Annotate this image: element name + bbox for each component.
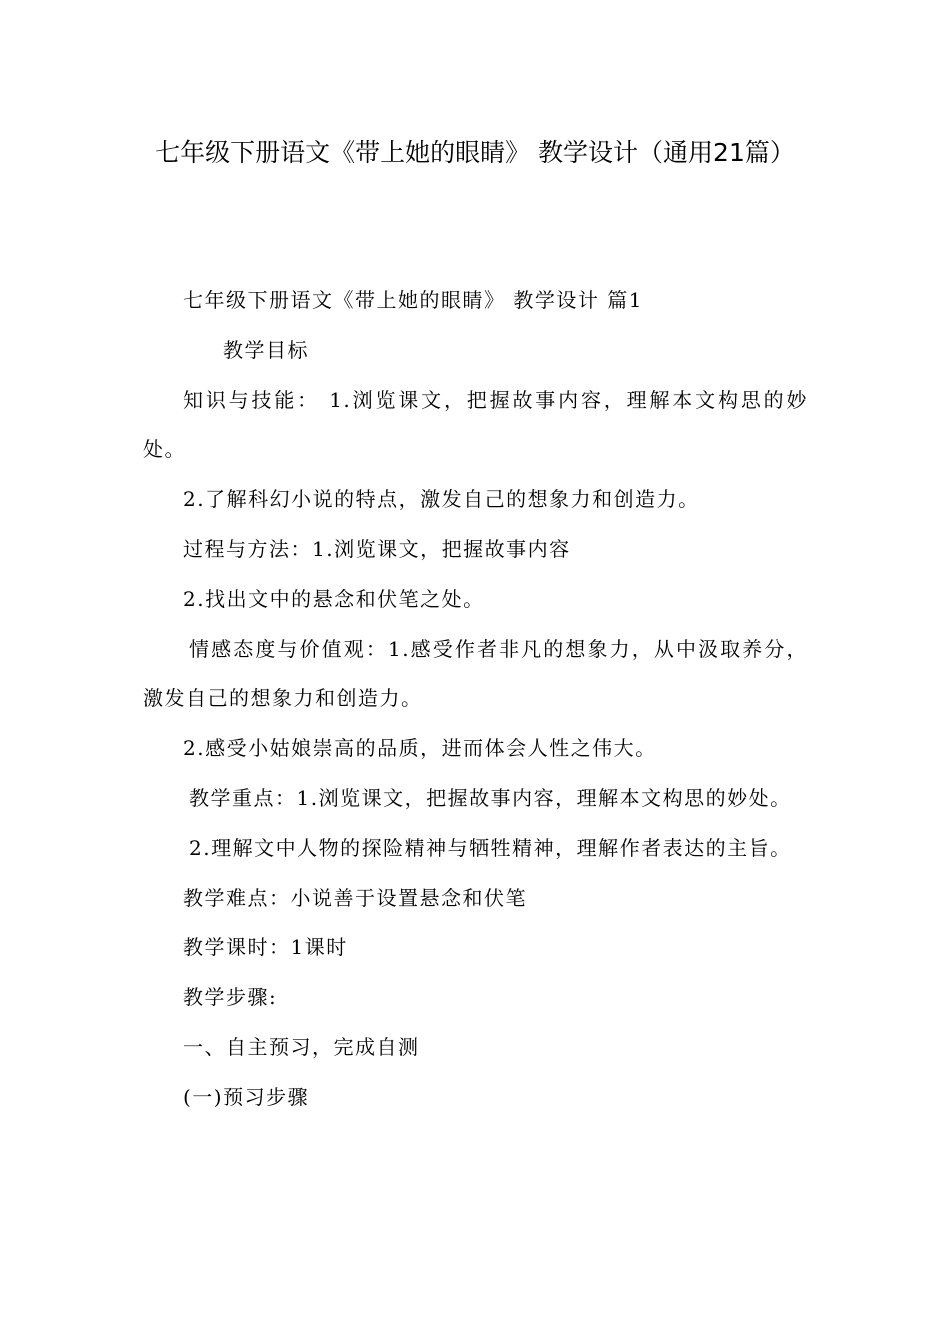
paragraph: 教学难点：小说善于设置悬念和伏笔 [183,885,527,910]
paragraph: 教学步骤: [183,985,278,1010]
paragraph: 一、自主预习，完成自测 [183,1034,420,1059]
paragraph: 教学课时：1课时 [183,935,348,960]
paragraph: 2.了解科幻小说的特点，激发自己的想象力和创造力。 [183,487,700,512]
paragraph: 过程与方法：1.浏览课文，把握故事内容 [183,536,571,561]
paragraph: 情感态度与价值观：1.感受作者非凡的想象力，从中汲取养分，激发自己的想象力和创造力。 [143,636,808,711]
paragraph: 教学目标 [223,337,309,362]
document-title: 七年级下册语文《带上她的眼睛》 教学设计（通用21篇） [155,138,795,167]
paragraph: 2.找出文中的悬念和伏笔之处。 [183,586,485,611]
paragraph: 2.感受小姑娘崇高的品质，进而体会人性之伟大。 [183,736,657,761]
document-body [143,276,808,1123]
paragraph: 教学重点：1.浏览课文，把握故事内容，理解本文构思的妙处。 [189,785,792,810]
paragraph: 知识与技能： 1.浏览课文，把握故事内容，理解本文构思的妙处。 [143,387,808,462]
section-heading: 七年级下册语文《带上她的眼睛》 教学设计 篇1 [183,288,643,312]
paragraph: 2.理解文中人物的探险精神与牺牲精神，理解作者表达的主旨。 [189,835,792,860]
paragraph: (一)预习步骤 [183,1084,310,1109]
